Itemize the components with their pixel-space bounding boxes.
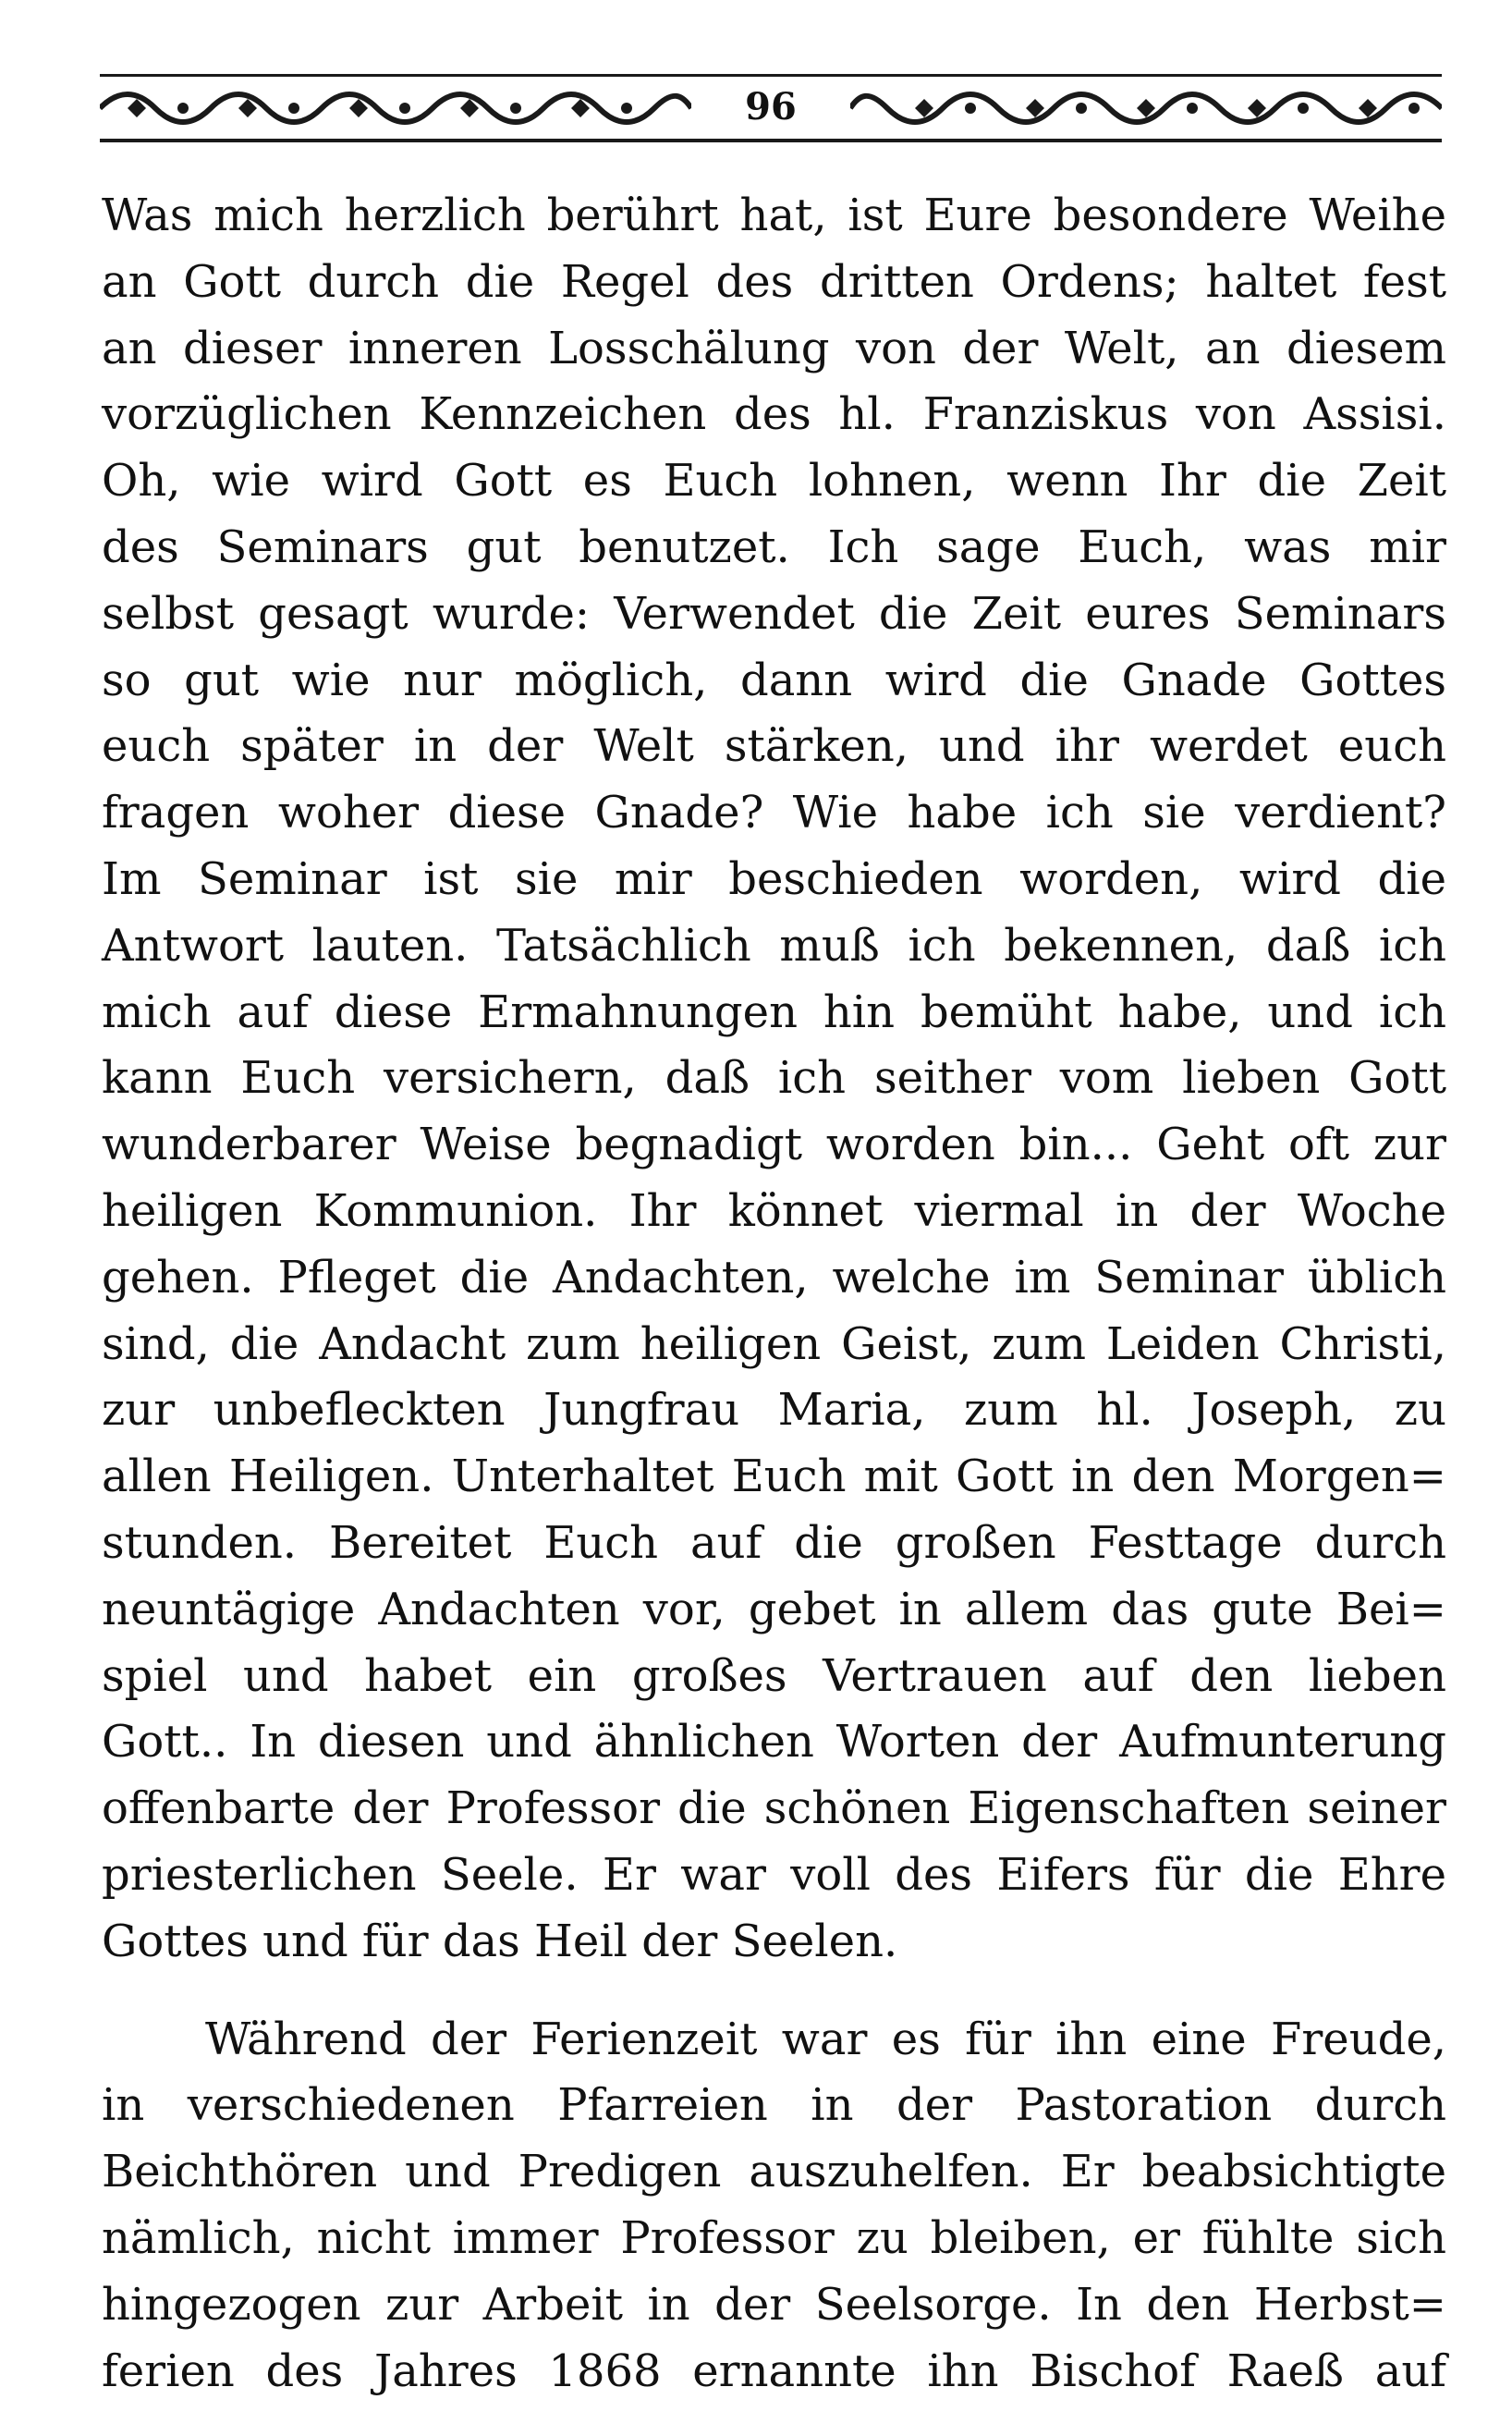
text-line: euch später in der Welt stärken, und ihr werdet euch [102,720,1446,773]
text-line: allen Heiligen. Unterhaltet Euch mit Gott in den Morgen= [102,1451,1446,1503]
text-line: selbst gesagt wurde: Verwendet die Zeit eures Seminars [102,587,1446,640]
left-ornament-icon [100,85,691,131]
text-line: Beichthören und Predigen auszuhelfen. Er beabsichtigte [102,2146,1446,2198]
text-line: priesterlichen Seele. Er war voll des Eifers für die Ehre [102,1848,1446,1901]
page-number: 96 [745,85,797,129]
text-line: ferien des Jahres 1868 ernannte ihn Bischof Raeß auf [102,2344,1446,2397]
text-line: wunderbarer Weise begnadigt worden bin... Geht oft zur [102,1119,1446,1171]
text-line: fragen woher diese Gnade? Wie habe ich sie verdient? [102,787,1446,839]
text-line: Gottes und für das Heil der Seelen. [102,1915,898,1967]
text-line: stunden. Bereitet Euch auf die großen Festtage durch [102,1516,1446,1569]
text-line: an Gott durch die Regel des dritten Ordens; haltet fest [102,255,1446,308]
text-line: in verschiedenen Pfarreien in der Pastoration durch [102,2079,1446,2132]
text-line: heiligen Kommunion. Ihr könnet viermal in der Woche [102,1184,1446,1237]
body-text [102,183,1446,2405]
right-ornament-icon [850,85,1442,131]
text-line: so gut wie nur möglich, dann wird die Gnade Gottes [102,654,1446,706]
text-line: Was mich herzlich berührt hat, ist Eure besondere Weihe [102,190,1446,241]
text-line: kann Euch versichern, daß ich seither vom lieben Gott [102,1052,1446,1105]
text-line: an dieser inneren Losschälung von der Welt, an diesem [102,322,1446,374]
paragraph-gap [102,1976,1446,2007]
page-header [100,65,1442,148]
text-line: mich auf diese Ermahnungen hin bemüht habe, und ich [102,985,1446,1038]
header-bottom-rule [100,139,1442,142]
text-line: Während der Ferienzeit war es für ihn eine Freude, [205,2013,1446,2065]
text-line: gehen. Pfleget die Andachten, welche im Seminar üblich [102,1251,1446,1304]
text-line: Oh, wie wird Gott es Euch lohnen, wenn Ihr die Zeit [102,455,1446,508]
text-line: Antwort lauten. Tatsächlich muß ich bekennen, daß ich [102,919,1446,972]
text-line: nämlich, nicht immer Professor zu bleiben, er fühlte sich [102,2211,1446,2264]
text-line: spiel und habet ein großes Vertrauen auf den lieben [102,1649,1446,1702]
text-line: zur unbefleckten Jungfrau Maria, zum hl. Joseph, zu [102,1384,1446,1437]
text-line: sind, die Andacht zum heiligen Geist, zum Leiden Christi, [102,1317,1446,1370]
header-top-rule [100,74,1442,77]
text-line: des Seminars gut benutzet. Ich sage Euch, was mir [102,520,1446,573]
text-line: Gott.. In diesen und ähnlichen Worten der Aufmunterung [102,1716,1446,1769]
text-line: vorzüglichen Kennzeichen des hl. Franziskus von Assisi. [102,388,1446,441]
text-line: Im Seminar ist sie mir beschieden worden, wird die [102,852,1446,905]
text-line: hingezogen zur Arbeit in der Seelsorge. In den Herbst= [102,2278,1446,2331]
text-line: offenbarte der Professor die schönen Eigenschaften seiner [102,1782,1446,1835]
text-line: neuntägige Andachten vor, gebet in allem das gute Bei= [102,1583,1446,1635]
